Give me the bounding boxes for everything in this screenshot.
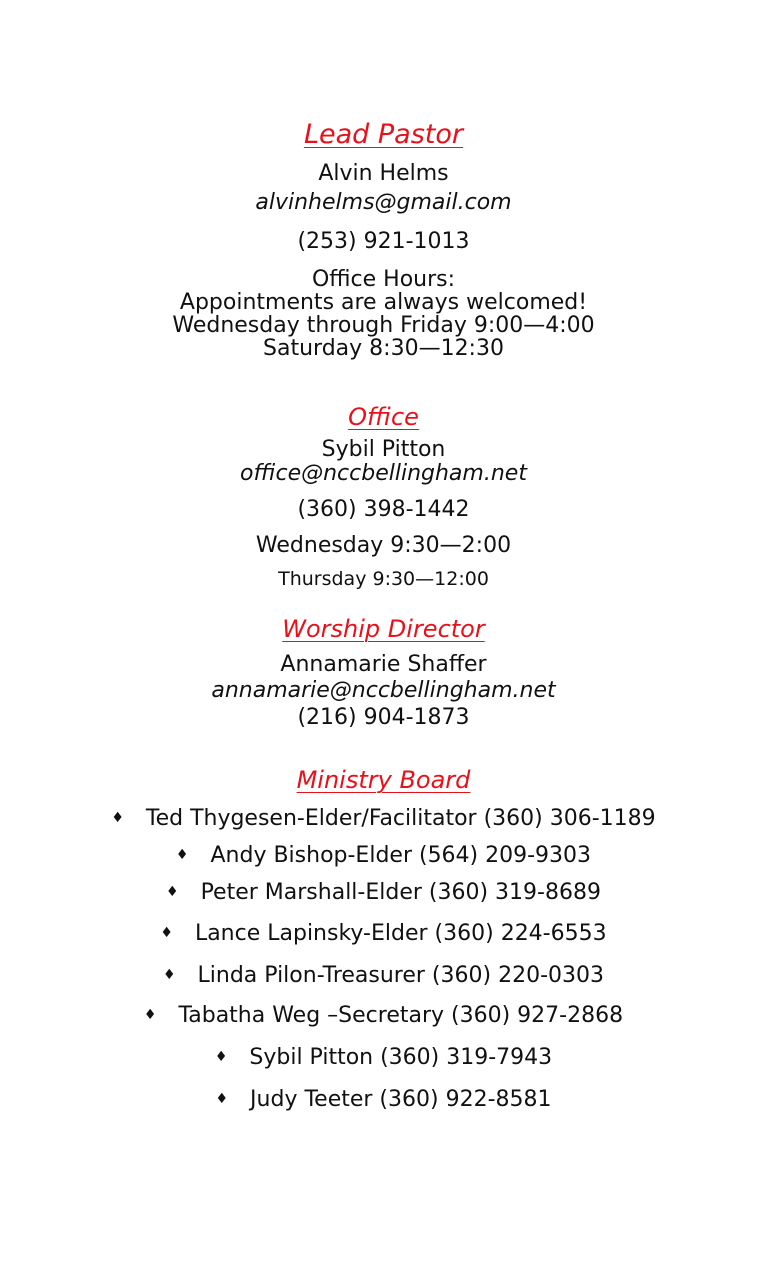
- board-member-item: [0, 1089, 767, 1111]
- lead-pastor-email[interactable]: alvinhelms@gmail.com: [255, 190, 512, 215]
- board-member-item: [0, 965, 767, 987]
- office-hours-saturday: Saturday 8:30—12:30: [263, 336, 504, 361]
- lead-pastor-phone[interactable]: (253) 921-1013: [297, 229, 470, 254]
- board-member-text: Sybil Pitton (360) 319-7943: [249, 1045, 553, 1070]
- office-name: Sybil Pitton: [321, 437, 446, 462]
- office-hours-thursday: Thursday 9:30—12:00: [278, 568, 489, 590]
- diamond-bullet-icon: ♦: [162, 967, 176, 983]
- office-phone[interactable]: (360) 398-1442: [297, 497, 470, 522]
- lead-pastor-name: Alvin Helms: [318, 161, 449, 186]
- board-member-text: Andy Bishop-Elder (564) 209-9303: [210, 843, 592, 868]
- board-member-text: Tabatha Weg –Secretary (360) 927-2868: [178, 1003, 624, 1028]
- board-member-text: Lance Lapinsky-Elder (360) 224-6553: [194, 921, 607, 946]
- office-hours-wednesday: Wednesday 9:30—2:00: [255, 533, 512, 558]
- board-member-item: [0, 1047, 767, 1069]
- board-member-item: [0, 808, 767, 830]
- ministry-board-heading: Ministry Board: [296, 766, 471, 794]
- diamond-bullet-icon: ♦: [160, 925, 173, 941]
- diamond-bullet-icon: ♦: [166, 884, 179, 900]
- diamond-bullet-icon: ♦: [214, 1049, 228, 1065]
- office-hours-weekday: Wednesday through Friday 9:00—4:00: [172, 313, 595, 338]
- worship-director-phone[interactable]: (216) 904-1873: [297, 705, 470, 730]
- worship-director-heading: Worship Director: [282, 615, 485, 643]
- diamond-bullet-icon: ♦: [143, 1007, 157, 1023]
- worship-director-name: Annamarie Shaffer: [280, 652, 487, 677]
- office-email[interactable]: office@nccbellingham.net: [240, 461, 527, 486]
- diamond-bullet-icon: ♦: [175, 847, 189, 863]
- board-member-item: [0, 1005, 767, 1027]
- office-hours-note: Appointments are always welcomed!: [179, 290, 588, 315]
- board-member-item: [0, 882, 767, 904]
- diamond-bullet-icon: ♦: [215, 1091, 229, 1107]
- office-heading: Office: [348, 403, 419, 431]
- worship-director-email[interactable]: annamarie@nccbellingham.net: [211, 678, 556, 703]
- board-member-text: Ted Thygesen-Elder/Facilitator (360) 306-1189: [145, 806, 656, 831]
- board-member-text: Peter Marshall-Elder (360) 319-8689: [200, 880, 601, 905]
- board-member-text: Judy Teeter (360) 922-8581: [250, 1087, 552, 1112]
- board-member-item: [0, 845, 767, 867]
- board-member-item: [0, 923, 767, 945]
- board-member-text: Linda Pilon-Treasurer (360) 220-0303: [197, 963, 605, 988]
- office-hours-label: Office Hours:: [311, 267, 456, 292]
- diamond-bullet-icon: ♦: [111, 810, 124, 826]
- lead-pastor-heading: Lead Pastor: [303, 119, 464, 150]
